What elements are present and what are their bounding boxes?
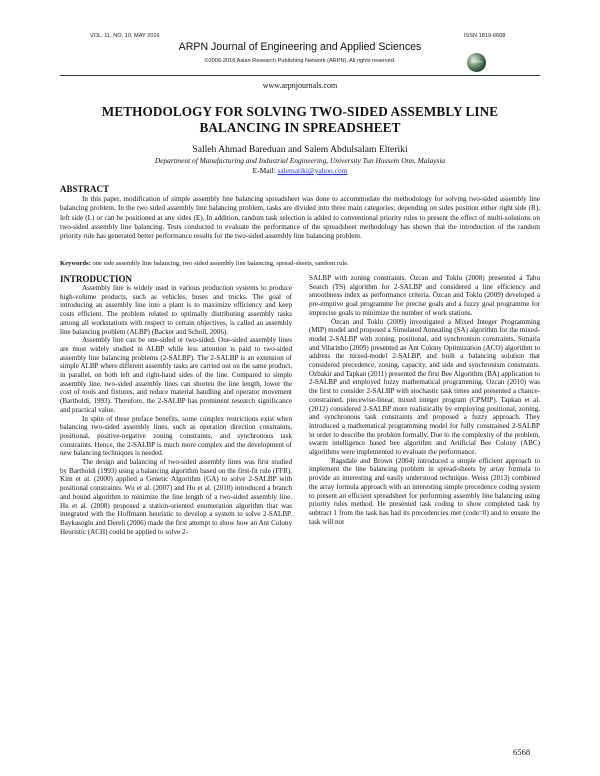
intro-paragraph: The design and balancing of two-sided assembly lines was first studied by Bartholdi (1993) using a balancing algorithm based on the first-fit rule (FFR). Kim et al. (2000) applied a Genetic Algorithm (GA) to solve 2-SALBP with positional constraints. Wu et al. (2007) and Hu et al. (2010) introduced a branch and bound algorithm to minimize the line length of a two-sided assembly line. Hu et al. (2008) proposed a station-oriented enumeration algorithm that was integrated with the Hoffmann heuristic to develop a system to solve 2-SALBP. Baykasoglu and Dereli (2006) made the first attempt to show how an Ant Colony Heuristic (ACH) could be applied to solve 2- xyxy=(60,458,292,536)
intro-paragraph: In spite of these preface benefits, some complex restrictions exist when balancing two-sided assembly lines, such as operation direction constraints, positional, positive-negative zoning constraints, and synchronous task constraints. Hence, the 2-SALBP is much more complex and the development of new balancing techniques is needed. xyxy=(60,414,292,458)
title-line-2: BALANCING IN SPREADSHEET xyxy=(199,120,401,135)
intro-paragraph: Assembly line is widely used in various production systems to produce high-volume products, such as vehicles, buses and trucks. The goal of introducing an assembly line into a plant is to maximize efficiency and keep costs efficient. The problem related to optimally distributing assembly tasks among all workstations with respect to certain objectives, is called an assembly line balancing problem (ALBP) (Backer and Scholl, 2006). xyxy=(60,284,292,336)
intro-paragraph: SALBP with zoning constraints. Özcan and Toklu (2008) presented a Tabu Search (TS) algorithm for 2-SALBP and considered a line efficiency and smoothness index as performance criteria. Özcan and Toklu (2009) developed a pre-emptive goal programme for precise goals and a fuzzy goal programme for imprecise goals to minimize the number of work stations. xyxy=(309,274,540,317)
abstract-body xyxy=(60,195,540,241)
intro-paragraph: Özcan and Toklu (2009) investigated a Mixed Integer Programming (MIP) model and proposed a Simulated Annealing (SA) algorithm for the mixed-model 2-SALBP with zoning, positional, and synchronism constraints. Simaria and Vilarinho (2009) presented an Ant Colony Optimization (ACO) algorithm to address the mixed-model 2-SALBP, and built a balancing solution that considered precedence, zoning, capacity, and side and synchronism constraints. Ozbakir and Tapkan (2011) presented the first Bee Algorithm (BA) application to 2-SALBP and employed fuzzy mathematical programming. Ozcan (2010) was the first to consider 2-SALBP with stochastic task times and presented a chance-constrained, piecewise-linear, mixed integer program (CPMIP). Tapkan et al. (2012) considered 2-SALBP more realistically by employing positional, zoning, and synchronous task constraints and proposed a fuzzy approach. They introduced a mathematical programming model for fully constrained 2-SALBP in order to describe the problem formally. Due to the complexity of the problem, swarm intelligence based bee algorithm and Artificial Bee Colony (ABC) algorithms were implemented to evaluate the performance. xyxy=(309,317,540,457)
paper-title xyxy=(90,104,510,136)
abstract-heading: ABSTRACT xyxy=(60,184,110,194)
left-column xyxy=(60,284,292,536)
email-line xyxy=(60,166,540,175)
copyright: ©2006-2016 Asian Research Publishing Network (ARPN). All rights reserved. xyxy=(204,58,396,64)
title-line-1: METHODOLOGY FOR SOLVING TWO-SIDED ASSEMBLY LINE xyxy=(101,104,499,119)
page-number: 6568 xyxy=(513,747,531,757)
introduction-heading: INTRODUCTION xyxy=(60,274,133,284)
email-label: E-Mail: xyxy=(252,166,276,175)
journal-logo xyxy=(467,53,486,72)
website: www.arpnjournals.com xyxy=(262,81,338,90)
keywords-text: one side assembly line balancing, two sided assembly line balancing, spread-sheets, random rule. xyxy=(92,260,349,267)
logo-label: ARPN xyxy=(470,59,483,64)
keywords-label: Keywords: xyxy=(60,260,91,267)
email-link[interactable]: salematiki@yahoo.com xyxy=(277,166,348,175)
affiliation: Department of Manufacturing and Industrial Engineering, University Tun Hussein Onn, Malaysia xyxy=(154,156,446,165)
authors: Salleh Ahmad Bareduan and Salem Abdulsalam Elteriki xyxy=(192,144,408,155)
journal-name: ARPN Journal of Engineering and Applied Sciences xyxy=(178,41,422,53)
right-column xyxy=(309,274,540,526)
volume-info: VOL. 11, NO. 10, MAY 2016 xyxy=(90,33,160,39)
keywords xyxy=(60,260,540,268)
abstract-text: In this paper, modification of simple assembly line balancing spreadsheet was done to accommodate the methodology for solving two-sided assembly line balancing problem. In the two sided assembly line balancing problem, tasks are divided into three main categories; depending on sides position either right side (R), left side (L) or can be positioned at any sides (E). In addition, random task selection is added to conventional priority rules to present the effect of multi-solutions on two-sided assembly line balancing. Tests conducted to evaluate the performance of the spreadsheet methodology has shown that the introduction of the random priority rule has generated better performance results for the two-sided assembly line balancing problem. xyxy=(60,195,540,241)
intro-paragraph: Ragsdale and Brown (2004) introduced a simple efficient approach to implement the line balancing problem in spread-sheets by array formula to provide an interesting and easily understood technique. Weiss (2013) combined the array formula approach with an interesting simple precedence coding system to present an efficient spreadsheet for performing assembly line balancing using priority rules method. He presented task coding to show completed task by subtract 1 from the task has had its precedencies met (code=0) and to ensure the task will not xyxy=(309,456,540,526)
issn: ISSN 1819-6608 xyxy=(464,33,506,39)
header-rule xyxy=(60,75,540,76)
intro-paragraph: Assembly line can be one-sided or two-sided. One-sided assembly lines are most widely studied in ALBP while less attention is paid to two-sided assembly line balancing problems (2-SALBP). The 2-SALBP is an extension of simple ALBP where different assembly tasks are carried out on the same product, in parallel, on both left and right-hand sides of the line. Compared to simple assembly line, two-sided assembly lines can shorten the line length, lower the cost of tools and fixtures, and reduce material handling and operator movement (Bartholdi, 1993). Therefore, the 2-SALBP has prominent research significance and practical value. xyxy=(60,336,292,414)
